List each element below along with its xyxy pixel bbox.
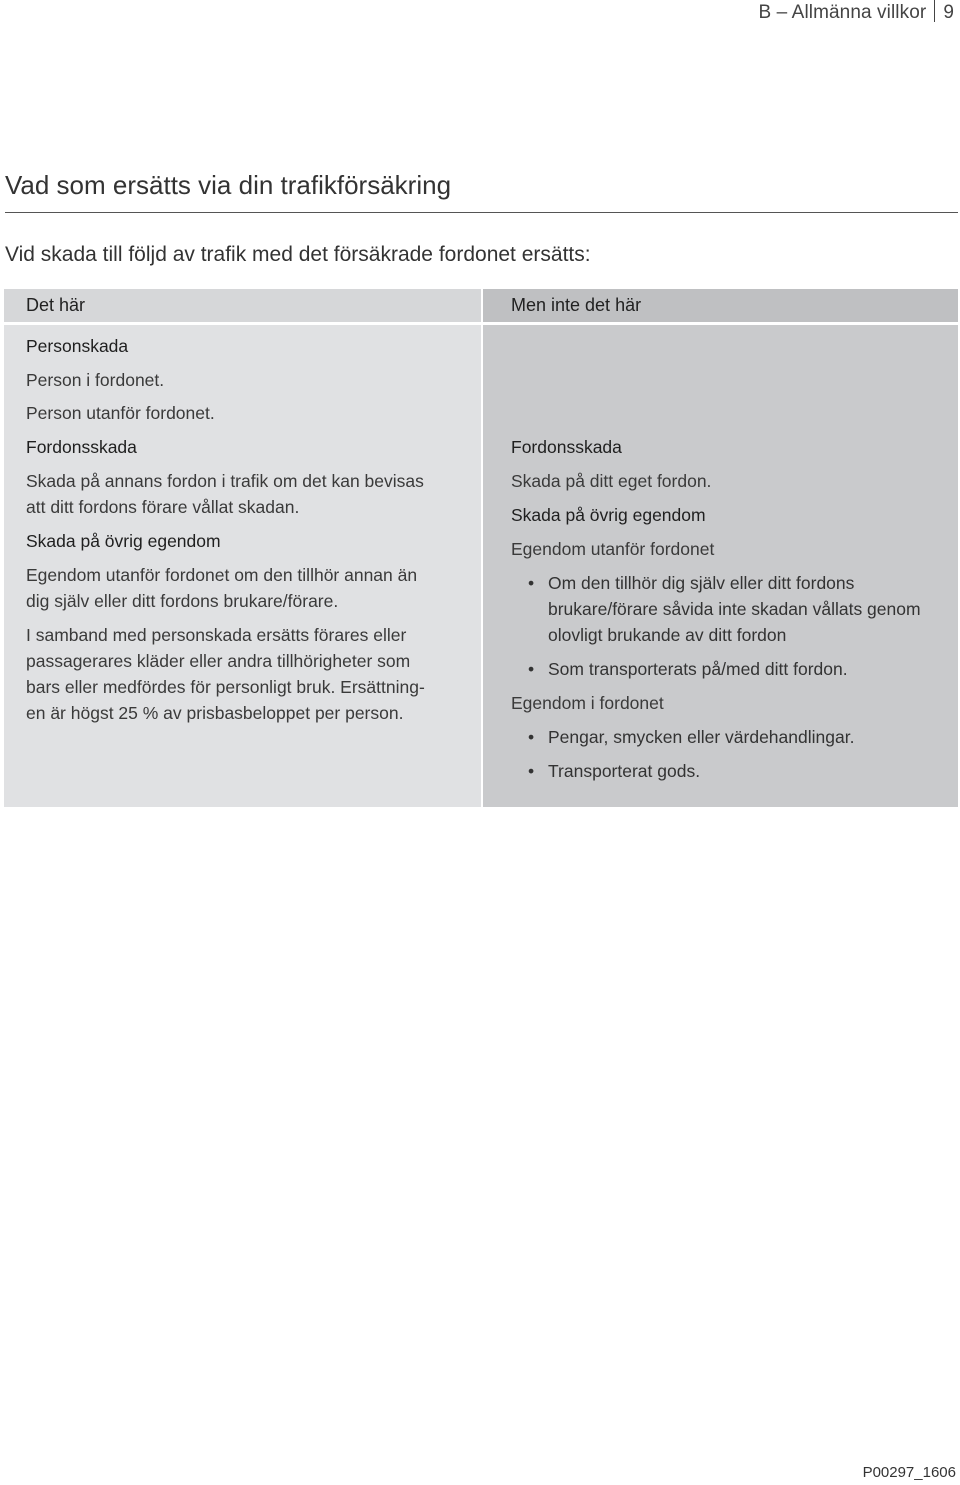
left-column-body	[4, 325, 481, 807]
left-column-header-label: Det här	[26, 295, 86, 315]
egendom-line-2: dig själv eller ditt fordons brukare/förare.	[26, 591, 339, 611]
page-number: 9	[943, 2, 954, 23]
bullet-dot: •	[528, 761, 535, 781]
right-fordonsskada-text: Skada på ditt eget fordon.	[511, 471, 712, 491]
right-column-body	[483, 325, 958, 807]
fordonsskada-line-2: att ditt fordons förare vållat skadan.	[26, 497, 300, 517]
i-fordonet-label: Egendom i fordonet	[511, 693, 664, 713]
intro-text: Vid skada till följd av trafik med det försäkrade fordonet ersätts:	[5, 243, 591, 266]
header-section: B	[758, 2, 772, 23]
egendom-heading: Skada på övrig egendom	[26, 531, 221, 551]
bullet-continuation	[548, 622, 786, 648]
person-out-text: Person utanför fordonet.	[26, 403, 215, 423]
bullet-item	[528, 570, 855, 596]
right-fordonsskada-heading: Fordonsskada	[511, 437, 622, 457]
document-code: P00297_1606	[862, 1464, 956, 1481]
egendom-line-1: Egendom utanför fordonet om den tillhör annan än	[26, 565, 418, 585]
right-column-header-label: Men inte det här	[511, 295, 642, 315]
right-column-header	[483, 289, 958, 322]
samband-line-2: passagerares kläder eller andra tillhörigheter som	[26, 651, 411, 671]
header-title: Allmänna villkor	[791, 2, 927, 23]
bullet-dot: •	[528, 727, 535, 747]
bullet-dot: •	[528, 659, 535, 679]
bullet-1-line-1: Om den tillhör dig själv eller ditt fordons	[548, 573, 855, 593]
bullet-item	[528, 758, 701, 784]
page-title: Vad som ersätts via din trafikförsäkring	[5, 170, 452, 200]
person-in-text: Person i fordonet.	[26, 370, 165, 390]
bullet-4-text: Transporterat gods.	[548, 761, 701, 781]
bullet-item	[528, 724, 855, 750]
header-separator	[934, 0, 935, 22]
header-dash: –	[776, 2, 788, 23]
samband-line-1: I samband med personskada ersätts förares eller	[26, 625, 407, 645]
utanfor-label: Egendom utanför fordonet	[511, 539, 715, 559]
bullet-dot: •	[528, 573, 535, 593]
samband-line-3: bars eller medfördes för personligt bruk. Ersättning-	[26, 677, 425, 697]
running-header	[758, 0, 954, 24]
samband-line-4: en är högst 25 % av prisbasbeloppet per person.	[26, 703, 404, 723]
bullet-continuation	[548, 596, 921, 622]
bullet-1-line-3: olovligt brukande av ditt fordon	[548, 625, 787, 645]
personskada-heading: Personskada	[26, 336, 129, 356]
bullet-1-line-2: brukare/förare såvida inte skadan vållats genom	[548, 599, 921, 619]
fordonsskada-line-1: Skada på annans fordon i trafik om det kan bevisas	[26, 471, 424, 491]
bullet-2-text: Som transporterats på/med ditt fordon.	[548, 659, 848, 679]
fordonsskada-heading: Fordonsskada	[26, 437, 137, 457]
bullet-item	[528, 656, 848, 682]
title-divider	[5, 212, 958, 213]
bullet-3-text: Pengar, smycken eller värdehandlingar.	[548, 727, 855, 747]
left-column-header	[4, 289, 481, 322]
right-egendom-heading: Skada på övrig egendom	[511, 505, 706, 525]
